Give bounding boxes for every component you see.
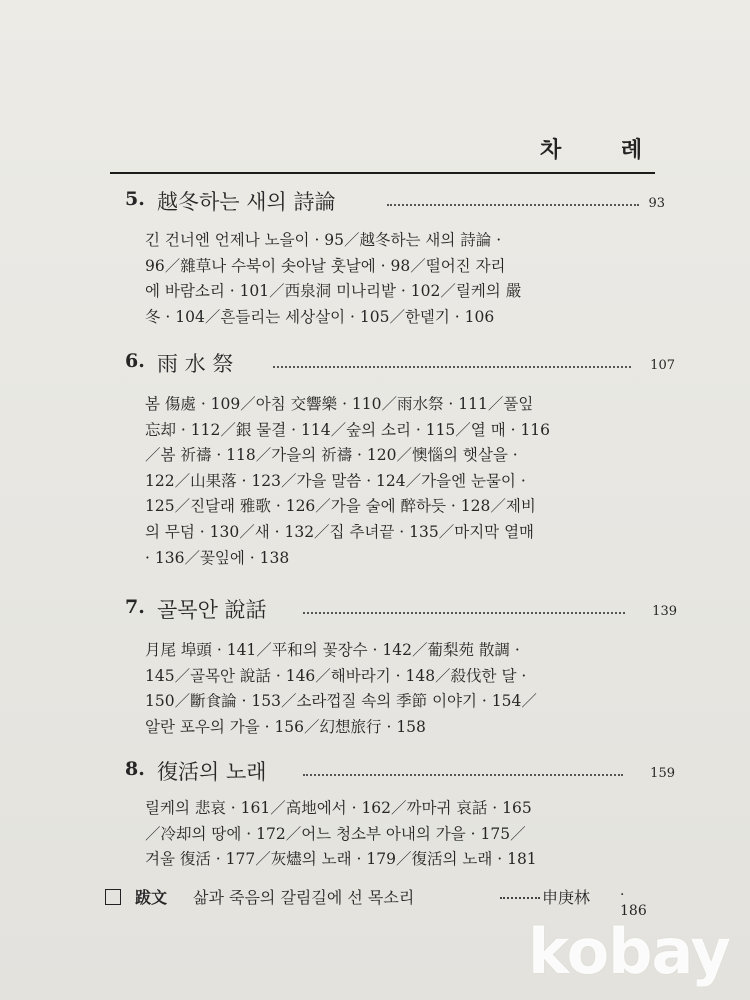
toc-section-5 bbox=[125, 188, 665, 330]
entry-line: 96／雜草나 수북이 솟아날 훗날에 · 98／떨어진 자리 bbox=[145, 256, 506, 275]
entry-line: 冬 · 104／흔들리는 세상살이 · 105／한뎉기 · 106 bbox=[145, 307, 495, 326]
toc-section-8 bbox=[125, 758, 675, 873]
section-heading bbox=[125, 596, 677, 630]
entry-line: 忘却 · 112／銀 물결 · 114／숲의 소리 · 115／열 매 · 116 bbox=[145, 420, 551, 439]
section-title: 越冬하는 새의 詩論 bbox=[157, 190, 336, 214]
entry-line: 125／진달래 雅歌 · 126／가을 술에 醉하듯 · 128／제비 bbox=[145, 497, 536, 516]
header-rule bbox=[110, 172, 655, 174]
section-title: 골목안 說話 bbox=[157, 598, 267, 622]
entry-line: 긴 건너엔 언제나 노을이 · 95／越冬하는 새의 詩論 · bbox=[145, 231, 502, 249]
section-heading bbox=[125, 758, 675, 792]
section-number: 5. bbox=[125, 188, 145, 210]
page-title: 차 례 bbox=[540, 137, 669, 163]
section-page: 107 bbox=[650, 358, 675, 373]
leader-dots bbox=[303, 774, 623, 776]
section-heading bbox=[125, 350, 675, 384]
leader-dots bbox=[500, 897, 540, 899]
afterword-author: 申庚林 bbox=[542, 888, 591, 907]
leader-dots bbox=[387, 204, 639, 206]
entry-line: 알란 포우의 가을 · 156／幻想旅行 · 158 bbox=[145, 717, 426, 736]
entry-line: 의 무덤 · 130／새 · 132／집 추녀끝 · 135／마지막 열매 bbox=[145, 522, 535, 541]
toc-section-7 bbox=[125, 596, 677, 740]
afterword-entry bbox=[105, 885, 647, 919]
afterword-title: 삶과 죽음의 갈림길에 선 목소리 bbox=[193, 888, 415, 907]
square-bullet-icon bbox=[105, 889, 121, 905]
entry-line: 122／山果落 · 123／가을 말씀 · 124／가을엔 눈물이 · bbox=[145, 471, 526, 490]
leader-dots bbox=[303, 612, 625, 614]
leader-dots bbox=[273, 366, 631, 368]
section-page: 159 bbox=[650, 766, 675, 781]
section-entries bbox=[145, 392, 625, 571]
entry-line: ／冷却의 땅에 · 172／어느 청소부 아내의 가을 · 175／ bbox=[145, 824, 526, 843]
watermark-logo: kobay bbox=[528, 915, 730, 988]
section-title: 雨 水 祭 bbox=[157, 352, 234, 376]
section-page: 139 bbox=[652, 604, 677, 619]
entry-line: 145／골목안 說話 · 146／해바라기 · 148／殺伐한 달 · bbox=[145, 666, 527, 685]
entry-line: 150／斷食論 · 153／소라껍질 속의 季節 이야기 · 154／ bbox=[145, 692, 537, 711]
section-page: 93 bbox=[648, 196, 665, 211]
entry-line: 月尾 埠頭 · 141／平和의 꽃장수 · 142／葡梨苑 散調 · bbox=[145, 641, 520, 659]
afterword-label: 跋文 bbox=[135, 888, 168, 907]
section-number: 8. bbox=[125, 758, 145, 780]
section-title: 復活의 노래 bbox=[157, 760, 267, 784]
section-entries bbox=[145, 228, 625, 330]
afterword-page: · 186 bbox=[620, 887, 647, 919]
entry-line: 릴케의 悲哀 · 161／高地에서 · 162／까마귀 哀話 · 165 bbox=[145, 799, 532, 817]
entry-line: 에 바람소리 · 101／西泉洞 미나리밭 · 102／릴케의 嚴 bbox=[145, 282, 522, 301]
entry-line: · 136／꽃잎에 · 138 bbox=[145, 548, 290, 567]
section-heading bbox=[125, 188, 665, 222]
section-entries bbox=[145, 638, 625, 740]
entry-line: ／봄 祈禱 · 118／가을의 祈禱 · 120／懊惱의 햇살을 · bbox=[145, 446, 518, 465]
entry-line: 겨울 復活 · 177／灰燼의 노래 · 179／復活의 노래 · 181 bbox=[145, 850, 537, 869]
section-number: 6. bbox=[125, 350, 145, 372]
section-entries bbox=[145, 796, 625, 873]
section-number: 7. bbox=[125, 596, 145, 618]
toc-section-6 bbox=[125, 350, 675, 571]
entry-line: 봄 傷處 · 109／아침 交響樂 · 110／雨水祭 · 111／풀잎 bbox=[145, 395, 534, 413]
